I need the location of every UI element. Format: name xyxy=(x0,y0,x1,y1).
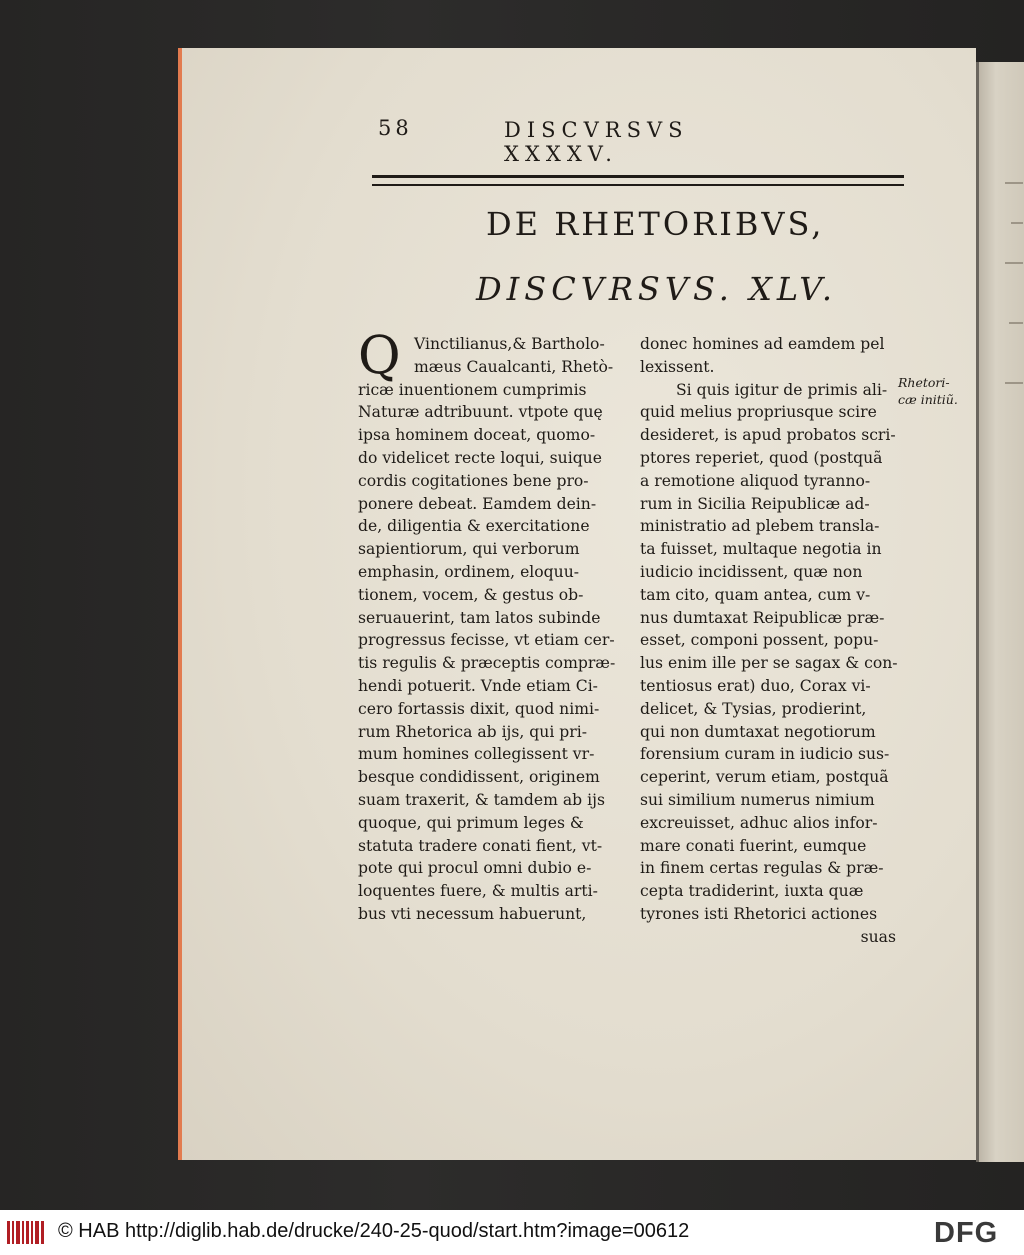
text-line: Si quis igitur de primis ali- xyxy=(676,380,888,399)
page-number: 58 xyxy=(378,116,413,140)
text-line: cero fortassis dixit, quod nimi- xyxy=(358,699,600,718)
footer-bar xyxy=(0,1210,1024,1255)
text-line: suam traxerit, & tamdem ab ijs xyxy=(358,790,605,809)
text-line: do videlicet recte loqui, suique xyxy=(358,448,602,467)
text-line: desideret, is apud probatos scri- xyxy=(640,426,896,445)
text-line: mare conati fuerint, eumque xyxy=(640,836,867,855)
text-line: excreuisset, adhuc alios infor- xyxy=(640,813,878,832)
text-line: esset, componi possent, popu- xyxy=(640,631,879,650)
text-line: qui non dumtaxat negotiorum xyxy=(640,722,876,741)
text-line: ta fuisset, multaque negotia in xyxy=(640,540,882,559)
header-rule-thin xyxy=(372,184,904,186)
dfg-logo[interactable]: DFG xyxy=(934,1217,999,1249)
text-line: donec homines ad eamdem pel xyxy=(640,335,885,353)
chapter-subtitle: DISCVRSVS. XLV. xyxy=(476,270,837,308)
running-title: DISCVRSVS XXXXV. xyxy=(504,118,689,166)
facing-page-edge xyxy=(976,62,1024,1162)
text-line: sapientiorum, qui verborum xyxy=(358,540,580,559)
text-line: loquentes fuere, & multis arti- xyxy=(358,882,598,901)
chapter-title: DE RHETORIBVS, xyxy=(486,205,825,243)
header-rule-thick xyxy=(372,175,904,178)
margin-note-line: Rhetori- xyxy=(898,375,950,390)
text-line: cordis cogitationes bene pro- xyxy=(358,471,589,490)
text-line: tentiosus erat) duo, Corax vi- xyxy=(640,676,871,695)
text-line: Naturæ adtribuunt. vtpote quę xyxy=(358,403,603,422)
text-line: cepta tradiderint, iuxta quæ xyxy=(640,882,864,901)
text-line: pote qui procul omni dubio e- xyxy=(358,859,592,878)
text-line: quoque, qui primum leges & xyxy=(358,813,584,832)
text-line: tam cito, quam antea, cum v- xyxy=(640,585,871,604)
text-line: seruauerint, tam latos subinde xyxy=(358,608,601,627)
copyright-link[interactable]: © HAB http://diglib.hab.de/drucke/240-25-quod/start.htm?image=00612 xyxy=(58,1220,690,1242)
text-line: forensium curam in iudicio sus- xyxy=(640,745,890,764)
text-line: delicet, & Tysias, prodierint, xyxy=(640,699,867,718)
text-line: ipsa hominem doceat, quomo- xyxy=(358,426,596,445)
text-column-left xyxy=(358,326,630,926)
text-line: ptores reperiet, quod (postquã xyxy=(640,448,883,467)
text-line: rum in Sicilia Reipublicæ ad- xyxy=(640,494,870,513)
text-line: bus vti necessum habuerunt, xyxy=(358,904,587,923)
text-line: a remotione aliquod tyranno- xyxy=(640,471,871,490)
text-line: lexissent. xyxy=(640,357,715,376)
hab-barcode-logo-icon[interactable] xyxy=(6,1218,46,1247)
text-column-right xyxy=(640,333,896,949)
catchword: suas xyxy=(860,927,896,946)
text-line: ministratio ad plebem transla- xyxy=(640,517,880,536)
text-line: tyrones isti Rhetorici actiones xyxy=(640,904,878,923)
text-line: Vinctilianus,& Bartholo- xyxy=(414,335,605,353)
text-line: sui similium numerus nimium xyxy=(640,790,875,809)
margin-note xyxy=(898,374,978,408)
text-line: hendi potuerit. Vnde etiam Ci- xyxy=(358,676,598,695)
text-line: ricæ inuentionem cumprimis xyxy=(358,380,587,399)
text-line: ceperint, verum etiam, postquã xyxy=(640,768,889,787)
text-line: emphasin, ordinem, eloquu- xyxy=(358,562,580,581)
text-line: lus enim ille per se sagax & con- xyxy=(640,654,898,673)
running-head xyxy=(378,116,798,166)
text-line: de, diligentia & exercitatione xyxy=(358,517,590,536)
text-line: tis regulis & præceptis compræ- xyxy=(358,654,616,673)
text-line: iudicio incidissent, quæ non xyxy=(640,562,863,581)
text-line: progressus fecisse, vt etiam cer- xyxy=(358,631,615,650)
text-line: tionem, vocem, & gestus ob- xyxy=(358,585,584,604)
text-line: nus dumtaxat Reipublicæ præ- xyxy=(640,608,885,627)
drop-capital: Q xyxy=(358,326,401,386)
text-line: rum Rhetorica ab ijs, qui pri- xyxy=(358,722,587,741)
margin-note-line: cæ initiũ. xyxy=(898,392,958,407)
text-line: statuta tradere conati fient, vt- xyxy=(358,836,603,855)
text-line: quid melius propriusque scire xyxy=(640,403,877,422)
text-line: mæus Caualcanti, Rhetò- xyxy=(414,357,614,376)
text-line: besque condidissent, originem xyxy=(358,768,600,787)
text-line: ponere debeat. Eamdem dein- xyxy=(358,494,597,513)
text-line: mum homines collegissent vr- xyxy=(358,745,595,764)
text-line: in finem certas regulas & præ- xyxy=(640,859,884,878)
